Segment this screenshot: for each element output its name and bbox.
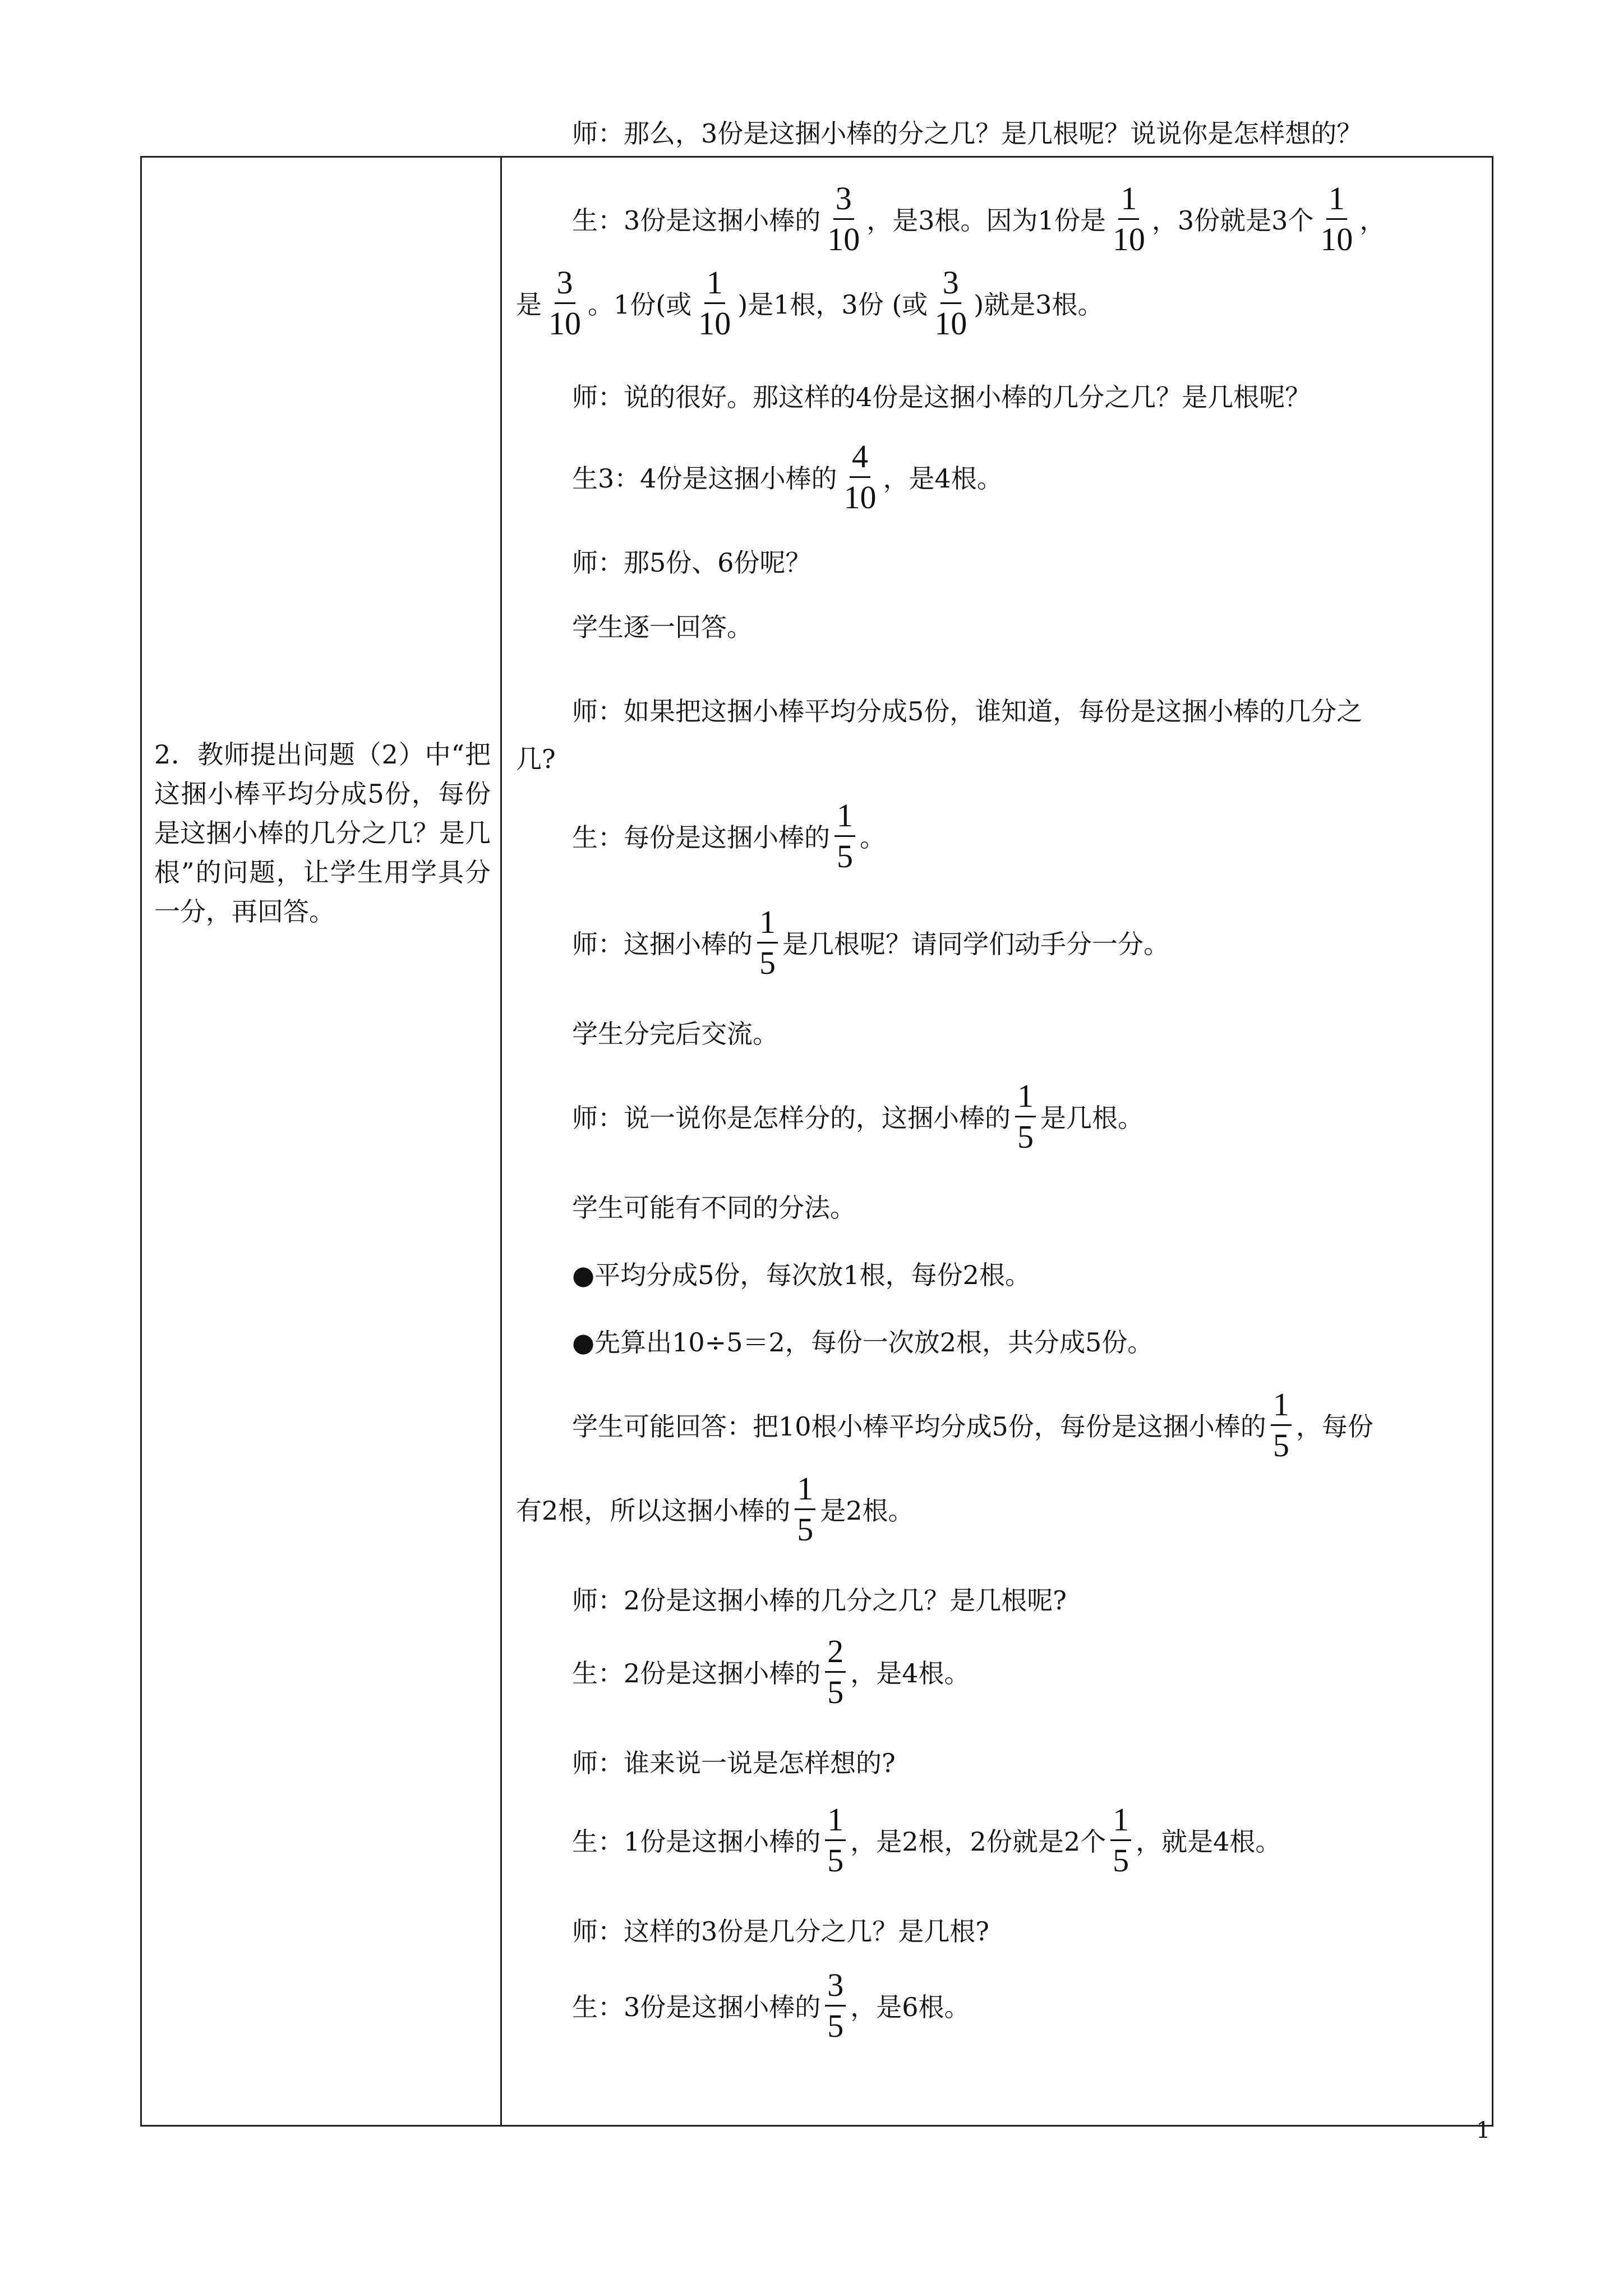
fraction — [1015, 1077, 1036, 1155]
fraction-numerator: 3 — [940, 266, 961, 304]
fraction-denominator: 10 — [934, 305, 967, 342]
fraction-numerator: 1 — [1015, 1080, 1036, 1117]
line-text: 生：1份是这捆小棒的 — [572, 1826, 821, 1857]
fraction-numerator: 1 — [1326, 182, 1347, 220]
table-middle-border — [500, 156, 502, 2127]
fraction-numerator: 1 — [757, 906, 778, 944]
dialogue-line — [572, 171, 1385, 266]
fraction-denominator: 10 — [548, 305, 581, 342]
line-text: 生：2份是这捆小棒的 — [572, 1658, 821, 1688]
fraction — [834, 799, 855, 873]
fraction-denominator: 5 — [1017, 1118, 1034, 1155]
fraction-denominator: 10 — [1320, 220, 1353, 257]
fraction-denominator: 10 — [1112, 220, 1145, 257]
dialogue-line — [572, 788, 886, 884]
fraction — [696, 266, 733, 340]
line-text: 生3：4份是这捆小棒的 — [572, 463, 837, 494]
dialogue-line — [516, 710, 556, 805]
dialogue-line — [572, 1958, 970, 2053]
line-text: 几? — [516, 744, 556, 774]
table-left-border — [140, 156, 142, 2127]
fraction-numerator: 1 — [825, 1803, 846, 1841]
fraction-numerator: 1 — [1118, 182, 1139, 220]
fraction — [825, 1632, 846, 1710]
fraction-numerator: 1 — [834, 799, 855, 837]
fraction-denominator: 5 — [797, 1511, 814, 1548]
line-text: ， — [1359, 205, 1386, 236]
line-text: 学生分完后交流。 — [572, 1019, 778, 1049]
table-bottom-border — [140, 2125, 1493, 2127]
line-text: ，是4根。 — [883, 463, 1003, 494]
line-text: 是2根。 — [820, 1496, 914, 1526]
dialogue-line — [516, 255, 1104, 351]
line-text: 师：2份是这捆小棒的几分之几？是几根呢? — [572, 1585, 1067, 1616]
line-text: )是1根，3份 (或 — [737, 289, 928, 320]
fraction-denominator: 5 — [827, 1842, 844, 1879]
fraction — [546, 266, 583, 340]
fraction-numerator: 3 — [825, 1969, 846, 2007]
fraction — [1271, 1388, 1292, 1462]
fraction — [932, 266, 969, 340]
line-text: 生：每份是这捆小棒的 — [572, 822, 830, 853]
line-text: ●平均分成5份，每次放1根，每份2根。 — [572, 1260, 1031, 1290]
fraction-numerator: 1 — [1271, 1388, 1292, 1426]
line-text: ，是3根。因为1份是 — [866, 205, 1106, 236]
line-text: ，是6根。 — [850, 1992, 970, 2022]
fraction-denominator: 5 — [1113, 1842, 1129, 1879]
line-text: 师：那么，3份是这捆小棒的分之几？是几根呢？说说你是怎样想的？ — [572, 118, 1363, 149]
line-text: 生：3份是这捆小棒的 — [572, 1992, 821, 2022]
line-text: 是几根呢？请同学们动手分一分。 — [782, 929, 1169, 959]
fraction — [842, 440, 879, 514]
line-text: 学生可能回答：把10根小棒平均分成5份，每份是这捆小棒的 — [572, 1411, 1266, 1442]
dialogue-line — [572, 1624, 970, 1719]
line-text: ，就是4根。 — [1136, 1826, 1281, 1857]
dialogue-line — [572, 1069, 1144, 1164]
line-text: )就是3根。 — [974, 289, 1104, 320]
line-text: ，3份就是3个 — [1151, 205, 1314, 236]
page-number: 1 — [1476, 2118, 1491, 2143]
dialogue-line — [572, 429, 1003, 524]
fraction — [825, 1966, 846, 2044]
dialogue-line — [572, 895, 1169, 990]
dialogue-line — [572, 1293, 1153, 1388]
dialogue-line — [572, 662, 1362, 757]
line-text: ，是2根，2份就是2个 — [850, 1826, 1106, 1857]
fraction-denominator: 5 — [827, 2007, 844, 2044]
fraction-denominator: 5 — [827, 1673, 844, 1710]
fraction-numerator: 3 — [555, 266, 575, 304]
fraction-denominator: 5 — [759, 944, 776, 981]
fraction — [825, 1803, 846, 1877]
line-text: 有2根，所以这捆小棒的 — [516, 1496, 791, 1526]
fraction-numerator: 4 — [850, 440, 870, 478]
fraction — [825, 182, 862, 256]
fraction-numerator: 1 — [704, 266, 725, 304]
fraction-numerator: 3 — [833, 182, 854, 220]
line-text: 生：3份是这捆小棒的 — [572, 205, 821, 236]
dialogue-line — [572, 984, 778, 1080]
line-text: 。 — [860, 822, 886, 853]
fraction — [1110, 1803, 1131, 1877]
fraction — [757, 903, 778, 981]
fraction — [1318, 182, 1355, 256]
line-text: ，每份 — [1295, 1411, 1373, 1442]
teaching-activity-cell: 2．教师提出问题（2）中“把这捆小棒平均分成5份，每份是这捆小棒的几分之几？是几根”的问题，让学生用学具分一分，再回答。 — [154, 739, 491, 927]
line-text: 。1份(或 — [588, 289, 692, 320]
line-text: 是 — [516, 289, 542, 320]
dialogue-line — [572, 84, 1362, 180]
line-text: 师：如果把这捆小棒平均分成5份，谁知道，每份是这捆小棒的几分之 — [572, 696, 1363, 726]
line-text: 师：这样的3份是几分之几？是几根? — [572, 1916, 989, 1947]
fraction-denominator: 10 — [843, 478, 877, 516]
line-text: ，是4根。 — [850, 1658, 970, 1688]
dialogue-line — [572, 1377, 1373, 1473]
fraction-denominator: 5 — [1272, 1427, 1289, 1464]
line-text: ●先算出10÷5＝2，每份一次放2根，共分成5份。 — [572, 1327, 1154, 1358]
line-text: 是几根。 — [1040, 1103, 1144, 1133]
line-text: 学生可能有不同的分法。 — [572, 1193, 856, 1223]
fraction-denominator: 5 — [837, 838, 853, 875]
line-text: 师：这捆小棒的 — [572, 929, 753, 959]
line-text: 学生逐一回答。 — [572, 612, 753, 642]
line-text: 师：说一说你是怎样分的，这捆小棒的 — [572, 1103, 1011, 1133]
fraction — [1110, 182, 1147, 256]
table-right-border — [1492, 156, 1493, 2127]
dialogue-line — [572, 578, 753, 673]
fraction-denominator: 10 — [698, 305, 731, 342]
fraction-numerator: 2 — [825, 1635, 846, 1673]
fraction-numerator: 1 — [795, 1473, 815, 1510]
dialogue-line — [516, 1461, 914, 1557]
fraction-denominator: 10 — [827, 220, 860, 257]
line-text: 师：说的很好。那这样的4份是这捆小棒的几分之几？是几根呢？ — [572, 382, 1311, 412]
line-text: 师：那5份、6份呢？ — [572, 547, 811, 578]
dialogue-line — [572, 1792, 1281, 1888]
line-text: 师：谁来说一说是怎样想的? — [572, 1748, 896, 1778]
fraction-numerator: 1 — [1110, 1803, 1131, 1841]
fraction — [795, 1470, 815, 1548]
